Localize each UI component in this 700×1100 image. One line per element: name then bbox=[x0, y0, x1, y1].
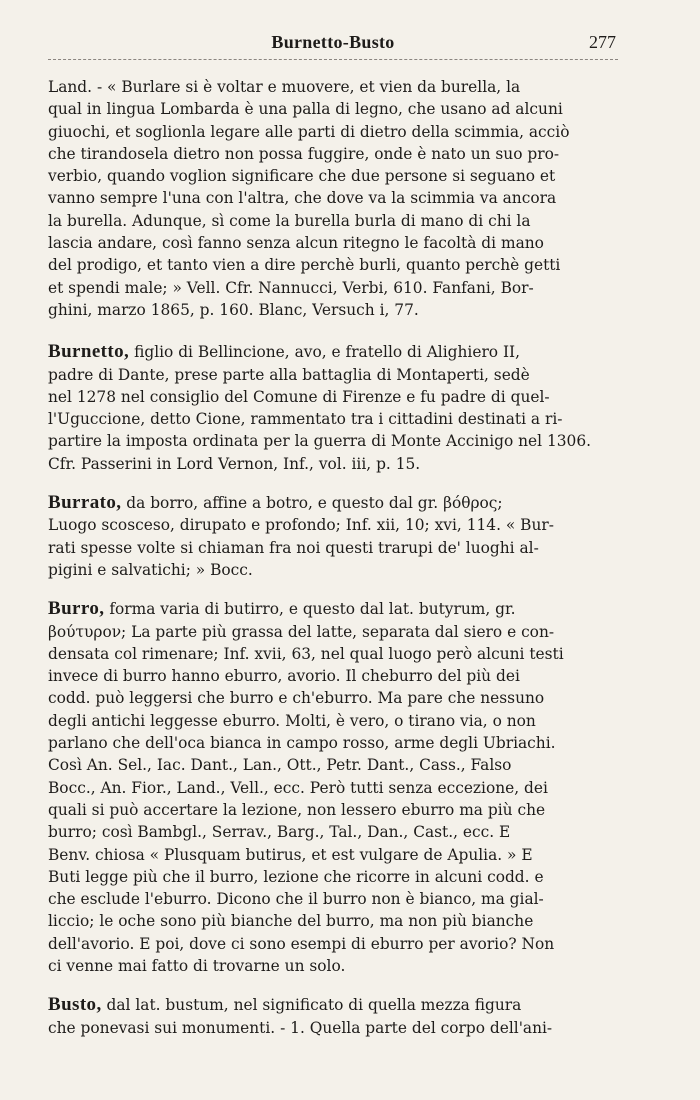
headword: Burrato, bbox=[48, 492, 122, 514]
text-line: che tirandosela dietro non possa fuggire, onde è nato un suo pro- bbox=[48, 144, 560, 163]
text-line: figlio di Bellincione, avo, e fratello di Alighiero II, bbox=[129, 343, 521, 362]
text-line: ci venne mai fatto di trovarne un solo. bbox=[48, 956, 346, 975]
text-line: nel 1278 nel consiglio del Comune di Firenze e fu padre di quel- bbox=[48, 387, 550, 406]
text-line: del prodigo, et tanto vien a dire perchè burli, quanto perchè getti bbox=[48, 256, 561, 275]
headword: Busto, bbox=[48, 994, 102, 1016]
entry-burro bbox=[48, 598, 618, 977]
header-rule bbox=[48, 59, 618, 60]
text-line: pigini e salvatichi; » Bocc. bbox=[48, 560, 253, 579]
text-line: densata col rimenare; Inf. xvii, 63, nel qual luogo però alcuni testi bbox=[48, 644, 564, 663]
text-line: liccio; le oche sono più bianche del burro, ma non più bianche bbox=[48, 912, 534, 931]
text-line: et spendi male; » Vell. Cfr. Nannucci, Verbi, 610. Fanfani, Bor- bbox=[48, 278, 534, 297]
text-line: dell'avorio. E poi, dove ci sono esempi di eburro per avorio? Non bbox=[48, 934, 555, 953]
text-line: parlano che dell'oca bianca in campo rosso, arme degli Ubriachi. bbox=[48, 734, 556, 753]
text-line: burro; così Bambgl., Serrav., Barg., Tal., Dan., Cast., ecc. E bbox=[48, 823, 511, 842]
text-line: che ponevasi sui monumenti. - 1. Quella parte del corpo dell'ani- bbox=[48, 1018, 553, 1037]
text-line: padre di Dante, prese parte alla battaglia di Montaperti, sedè bbox=[48, 365, 530, 384]
text-line: rati spesse volte si chiaman fra noi questi trarupi de' luoghi al- bbox=[48, 538, 539, 557]
text-line: forma varia di butirro, e questo dal lat. butyrum, gr. bbox=[104, 600, 516, 619]
entry-burnetto bbox=[48, 341, 618, 475]
text-line: che esclude l'eburro. Dicono che il burro non è bianco, ma gial- bbox=[48, 890, 544, 909]
headword: Burnetto, bbox=[48, 341, 130, 363]
text-line: ghini, marzo 1865, p. 160. Blanc, Versuch i, 77. bbox=[48, 300, 419, 319]
text-line: vanno sempre l'una con l'altra, che dove va la scimmia va ancora bbox=[48, 189, 557, 208]
entry-busto bbox=[48, 994, 618, 1039]
text-line: l'Uguccione, detto Cione, rammentato tra i cittadini destinati a ri- bbox=[48, 410, 563, 429]
text-line: dal lat. bustum, nel significato di quella mezza figura bbox=[101, 996, 522, 1015]
entry-continuation bbox=[48, 76, 618, 321]
text-line: βούτυρον; La parte più grassa del latte, separata dal siero e con- bbox=[48, 622, 555, 641]
text-line: invece di burro hanno eburro, avorio. Il cheburro del più dei bbox=[48, 667, 520, 686]
text-line: Buti legge più che il burro, lezione che ricorre in alcuni codd. e bbox=[48, 867, 544, 886]
text-line: Cfr. Passerini in Lord Vernon, Inf., vol. iii, p. 15. bbox=[48, 454, 421, 473]
text-line: quali si può accertare la lezione, non lessero eburro ma più che bbox=[48, 800, 546, 819]
dictionary-text bbox=[48, 76, 618, 1039]
text-line: Benv. chiosa « Plusquam butirus, et est vulgare de Apulia. » E bbox=[48, 845, 533, 864]
text-line: Land. - « Burlare si è voltar e muovere, et vien da burella, la bbox=[48, 78, 521, 96]
text-line: lascia andare, così fanno senza alcun ritegno le facoltà di mano bbox=[48, 234, 544, 253]
text-line: Così An. Sel., Iac. Dant., Lan., Ott., Petr. Dant., Cass., Falso bbox=[48, 756, 512, 775]
text-line: giuochi, et soglionla legare alle parti di dietro della scimmia, acciò bbox=[48, 122, 570, 141]
page-title: Burnetto-Busto bbox=[271, 32, 395, 52]
headword: Burro, bbox=[48, 598, 105, 620]
running-header bbox=[48, 30, 618, 56]
text-line: Bocc., An. Fior., Land., Vell., ecc. Però tutti senza eccezione, dei bbox=[48, 778, 548, 797]
page-number: 277 bbox=[589, 32, 616, 52]
text-line: degli antichi leggesse eburro. Molti, è vero, o tirano via, o non bbox=[48, 711, 536, 730]
text-line: la burella. Adunque, sì come la burella burla di mano di chi la bbox=[48, 211, 531, 230]
text-line: codd. può leggersi che burro e ch'eburro. Ma pare che nessuno bbox=[48, 689, 545, 708]
text-line: qual in lingua Lombarda è una palla di legno, che usano ad alcuni bbox=[48, 100, 563, 119]
text-line: Luogo scosceso, dirupato e profondo; Inf. xii, 10; xvi, 114. « Bur- bbox=[48, 516, 554, 535]
entry-burrato bbox=[48, 492, 618, 581]
text-line: partire la imposta ordinata per la guerra di Monte Accinigo nel 1306. bbox=[48, 432, 592, 451]
text-line: da borro, affine a botro, e questo dal gr. βόθρος; bbox=[121, 494, 503, 513]
text-line: verbio, quando voglion significare che due persone si seguano et bbox=[48, 167, 556, 186]
